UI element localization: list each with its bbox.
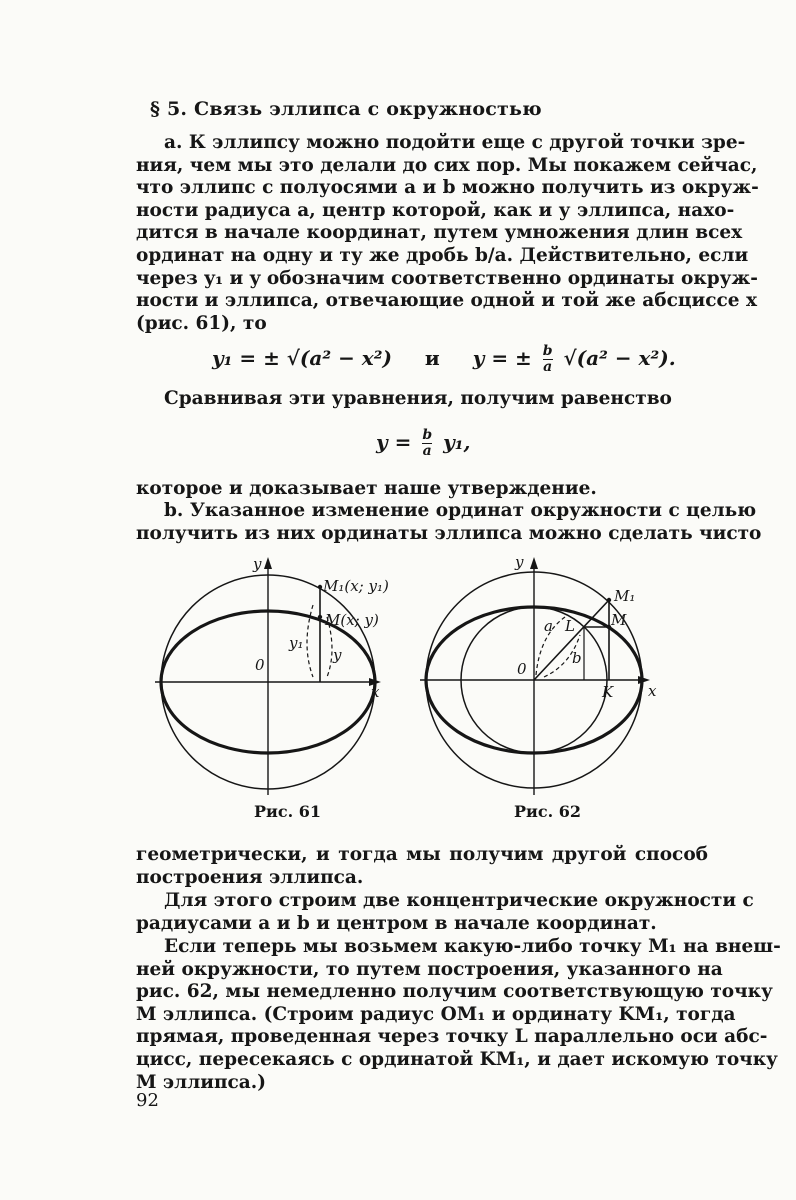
label-origin: 0 bbox=[255, 656, 265, 674]
label-x-axis: x bbox=[648, 682, 657, 700]
section-heading: § 5. Связь эллипса с окружностью bbox=[150, 98, 542, 120]
paragraph-proof bbox=[136, 478, 708, 501]
equation-1 bbox=[212, 344, 676, 375]
text-line: Сравнивая эти уравнения, получим равенство bbox=[164, 388, 672, 409]
point-m bbox=[318, 615, 322, 619]
text-line: получить из них ординаты эллипса можно сделать чисто bbox=[136, 522, 762, 544]
label-y-axis: y bbox=[515, 553, 524, 571]
figure-61 bbox=[155, 555, 395, 800]
page-number: 92 bbox=[136, 1090, 159, 1111]
caption-fig-62: Рис. 62 bbox=[514, 802, 582, 821]
label-x-axis: x bbox=[371, 683, 380, 701]
equation-fraction bbox=[543, 344, 553, 375]
equation-2 bbox=[376, 428, 470, 459]
label-y-axis: y bbox=[253, 555, 262, 573]
paragraph-c bbox=[136, 844, 708, 889]
text-line: через y₁ и y обозначим соответственно ординаты окруж- bbox=[136, 267, 758, 289]
fraction-denominator: a bbox=[543, 359, 553, 375]
equation-fraction bbox=[422, 428, 432, 459]
text-line: ординат на одну и ту же дробь b/a. Действительно, если bbox=[136, 244, 749, 266]
text-line: ней окружности, то путем построения, указанного на bbox=[136, 958, 723, 980]
text-line: ности и эллипса, отвечающие одной и той же абсциссе x bbox=[136, 290, 758, 312]
equation-post: y₁, bbox=[443, 430, 471, 454]
equation-ellipse-pre: y = ± bbox=[472, 346, 532, 370]
text-line: построения эллипса. bbox=[136, 866, 364, 888]
paragraph-b bbox=[136, 500, 762, 545]
text-line: прямая, проведенная через точку L параллельно оси абс- bbox=[136, 1026, 768, 1048]
text-line: геометрически, и тогда мы получим другой способ bbox=[136, 844, 708, 865]
text-line: M эллипса.) bbox=[136, 1071, 266, 1093]
label-y: y bbox=[333, 646, 342, 664]
label-m1: M₁(x; y₁) bbox=[323, 577, 389, 595]
label-a: a bbox=[544, 617, 553, 635]
text-line: а. К эллипсу можно подойти еще с другой точки зре- bbox=[164, 132, 746, 153]
text-line: что эллипс с полуосями a и b можно получить из окруж- bbox=[136, 177, 759, 199]
label-m: M bbox=[611, 611, 627, 629]
text-line: дится в начале координат, путем умножения длин всех bbox=[136, 222, 743, 244]
label-k: K bbox=[602, 683, 614, 701]
label-l: L bbox=[565, 617, 575, 635]
text-line: M эллипса. (Строим радиус OM₁ и ординату KM₁, тогда bbox=[136, 1003, 736, 1025]
equation-pre: y = bbox=[376, 430, 412, 454]
text-line: Если теперь мы возьмем какую-либо точку M₁ на внеш- bbox=[164, 936, 781, 957]
text-line: ности радиуса a, центр которой, как и у эллипса, нахо- bbox=[136, 199, 735, 221]
text-line: радиусами a и b и центром в начале координат. bbox=[136, 912, 657, 934]
paragraph-compare bbox=[136, 388, 708, 411]
equation-conjunction: и bbox=[424, 346, 440, 370]
text-line: (рис. 61), то bbox=[136, 312, 267, 334]
text-line: цисс, пересекаясь с ординатой KM₁, и дает искомую точку bbox=[136, 1048, 778, 1070]
label-m: M(x; y) bbox=[325, 611, 379, 629]
label-b: b bbox=[572, 649, 582, 667]
point-m1 bbox=[318, 585, 322, 589]
text-line: b. Указанное изменение ординат окружности с целью bbox=[164, 500, 757, 521]
fraction-denominator: a bbox=[422, 443, 432, 459]
paragraph-a bbox=[136, 132, 759, 335]
caption-fig-61: Рис. 61 bbox=[254, 802, 322, 821]
fraction-numerator: b bbox=[422, 427, 433, 443]
paragraph-e bbox=[136, 936, 781, 1094]
label-m1: M₁ bbox=[614, 587, 636, 605]
y-axis-arrow bbox=[264, 557, 272, 569]
text-line: рис. 62, мы немедленно получим соответствующую точку bbox=[136, 981, 773, 1003]
y-axis-arrow bbox=[530, 557, 538, 569]
label-y1: y₁ bbox=[289, 634, 304, 652]
label-origin: 0 bbox=[517, 660, 527, 678]
equation-ellipse-post: √(a² − x²). bbox=[563, 346, 676, 370]
text-line: Для этого строим две концентрические окружности с bbox=[164, 890, 754, 911]
equation-circle: y₁ = ± √(a² − x²) bbox=[212, 346, 392, 370]
point-m1 bbox=[607, 598, 611, 602]
fraction-numerator: b bbox=[542, 343, 553, 359]
text-line: ния, чем мы это делали до сих пор. Мы покажем сейчас, bbox=[136, 154, 758, 176]
figure-62 bbox=[420, 555, 670, 800]
paragraph-d bbox=[136, 890, 754, 935]
text-line: которое и доказывает наше утверждение. bbox=[136, 478, 597, 499]
